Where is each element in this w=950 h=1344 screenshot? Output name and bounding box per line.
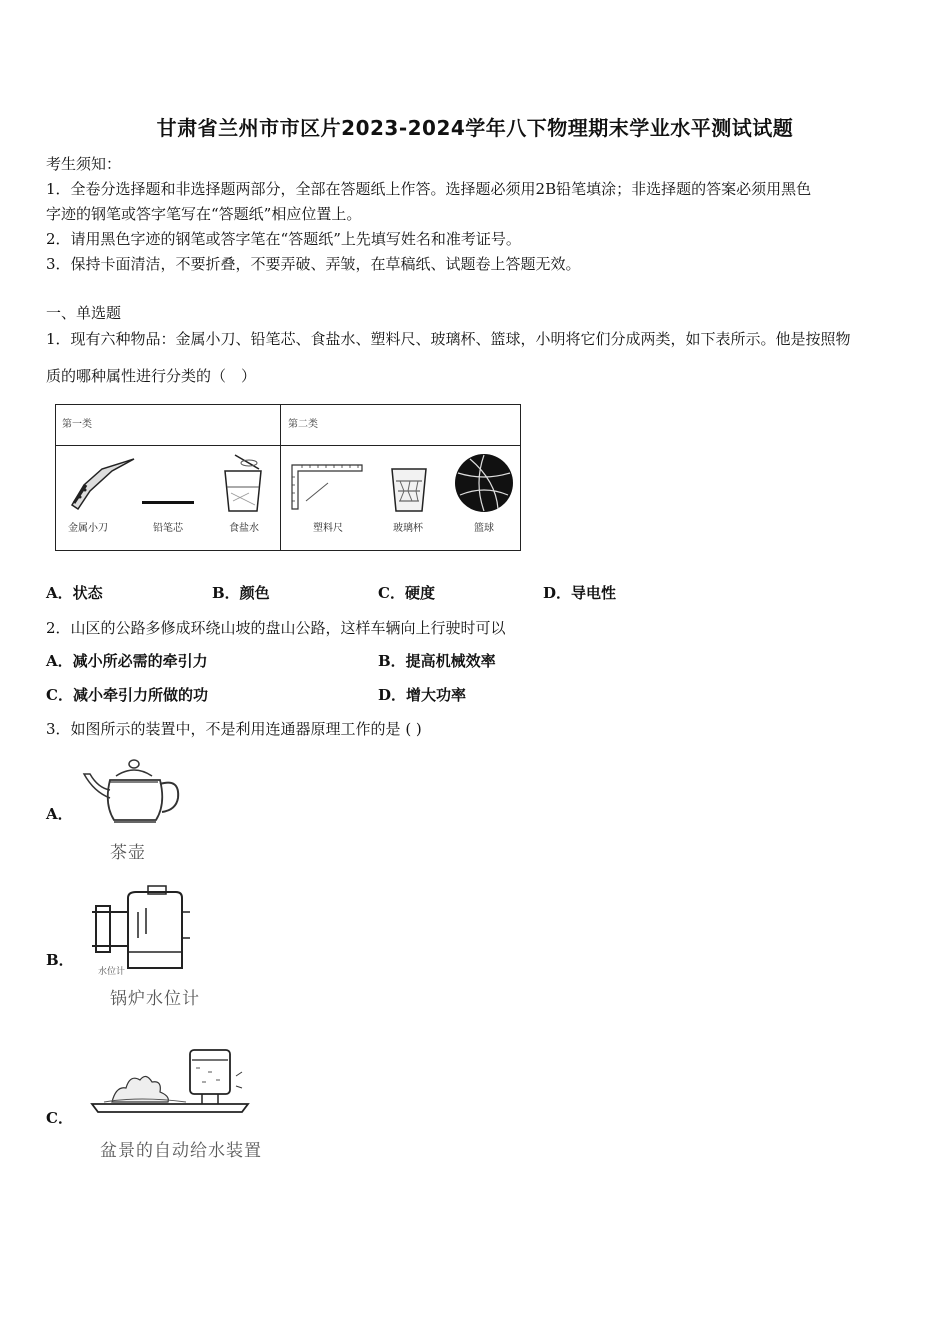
item-label: 塑料尺 <box>313 523 343 534</box>
water-gauge-sub-caption: 水位计 <box>98 967 126 977</box>
q3-option-c[interactable]: C． <box>46 1109 73 1127</box>
notice-item-3: 3．保持卡面清洁，不要折叠，不要弄破、弄皱，在草稿纸、试题卷上答题无效。 <box>46 255 581 273</box>
table-divider <box>280 405 281 551</box>
q2-option-c[interactable]: C．减小牵引力所做的功 <box>46 686 208 704</box>
bonsai-auto-water-icon <box>90 1046 250 1120</box>
question-2-stem: 2．山区的公路多修成环绕山坡的盘山公路，这样车辆向上行驶时可以 <box>46 619 506 637</box>
q3-option-b[interactable]: B． <box>46 951 74 969</box>
item-label: 食盐水 <box>229 523 259 534</box>
basketball-icon <box>452 451 516 515</box>
classification-table <box>55 404 521 551</box>
item-label: 玻璃杯 <box>393 523 423 534</box>
q1-option-d[interactable]: D．导电性 <box>543 584 617 602</box>
exam-title: 甘肃省兰州市市区片2023-2024学年八下物理期末学业水平测试试题 <box>156 116 794 140</box>
item-label: 金属小刀 <box>68 523 108 534</box>
q2-option-a[interactable]: A．减小所必需的牵引力 <box>46 652 208 670</box>
pencil-lead-icon <box>141 499 196 507</box>
notice-item-2: 2．请用黑色字迹的钢笔或答字笔在“答题纸”上先填写姓名和准考证号。 <box>46 230 521 248</box>
question-3-stem: 3．如图所示的装置中，不是利用连通器原理工作的是 ( ) <box>46 720 422 738</box>
table-divider <box>56 445 521 446</box>
notice-heading: 考生须知： <box>46 155 122 173</box>
plastic-ruler-icon <box>288 461 366 513</box>
class-1-title: 第一类 <box>62 419 92 430</box>
notice-item-1: 1．全卷分选择题和非选择题两部分，全部在答题纸上作答。选择题必须用2B铅笔填涂；非选择题的答案必须用黑色 <box>46 180 812 198</box>
q1-option-b[interactable]: B．颜色 <box>212 584 270 602</box>
q2-option-d[interactable]: D．增大功率 <box>378 686 467 704</box>
q1-option-a[interactable]: A．状态 <box>46 584 103 602</box>
class-2-title: 第二类 <box>288 419 318 430</box>
item-label: 篮球 <box>474 523 494 534</box>
question-1-stem: 1．现有六种物品：金属小刀、铅笔芯、食盐水、塑料尺、玻璃杯、篮球，小明将它们分成两类，如下表所示。他是按照物 <box>46 330 851 348</box>
section-heading: 一、单选题 <box>46 304 122 322</box>
boiler-water-gauge-icon <box>88 884 194 976</box>
knife-icon <box>64 455 139 513</box>
item-label: 铅笔芯 <box>153 523 183 534</box>
bonsai-caption: 盆景的自动给水装置 <box>100 1141 262 1161</box>
q2-option-b[interactable]: B．提高机械效率 <box>378 652 496 670</box>
q1-option-c[interactable]: C．硬度 <box>378 584 435 602</box>
question-1-stem-cont: 质的哪种属性进行分类的（ ） <box>46 367 257 385</box>
glass-cup-icon <box>386 465 432 515</box>
boiler-caption: 锅炉水位计 <box>110 989 200 1009</box>
teapot-icon <box>80 758 184 830</box>
teapot-caption: 茶壶 <box>110 843 146 863</box>
salt-water-glass-icon <box>219 453 269 515</box>
q3-option-a[interactable]: A． <box>46 805 73 823</box>
notice-item-1-cont: 字迹的钢笔或答字笔写在“答题纸”相应位置上。 <box>46 205 362 223</box>
